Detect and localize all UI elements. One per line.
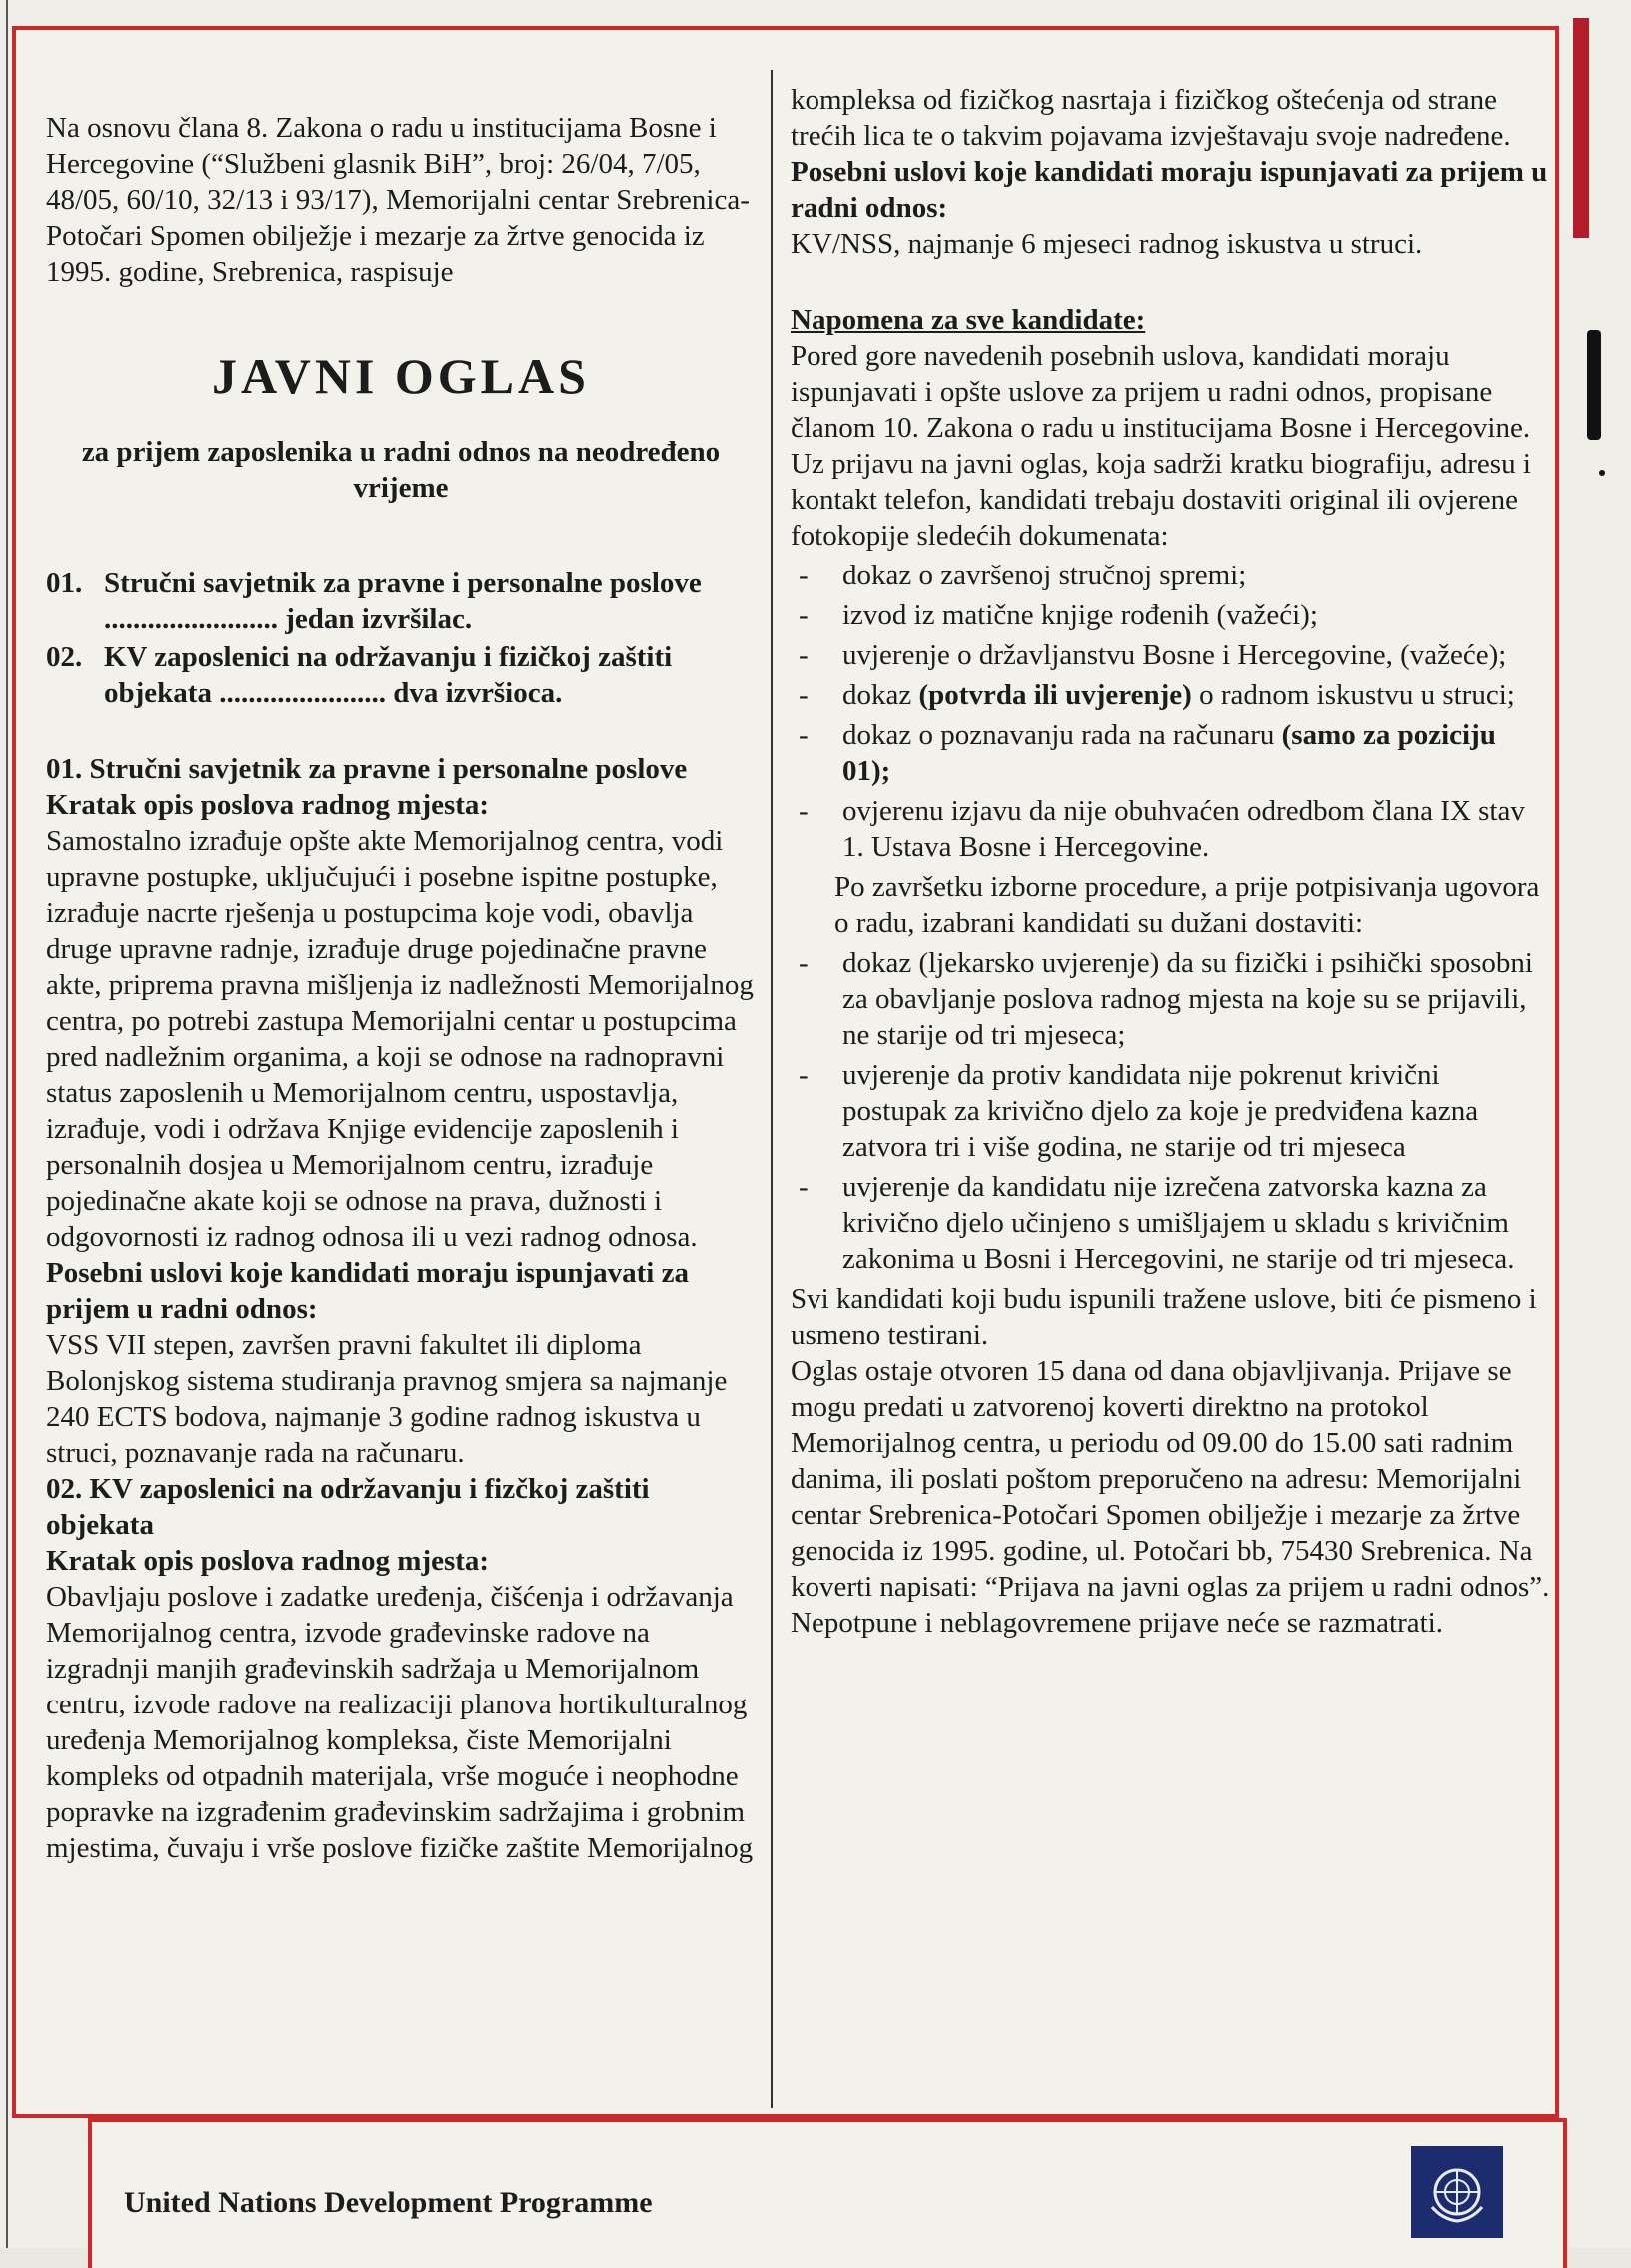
intro-paragraph: Na osnovu člana 8. Zakona o radu u institucijama Bosne i Hercegovine (“Službeni glasnik BiH”, broj: 26/04, 7/05, 48/05, 60/10, 32/13 i 93/17), Memorijalni centar Srebrenica-Potočari Spomen obilježje i mezarje za žrtve genocida iz 1995. godine, Srebrenica, raspisuje <box>46 112 750 288</box>
list-item: - uvjerenje da protiv kandidata nije pokrenut krivični postupak za krivično djelo za koje je predviđena kazna zatvora tri i više godina, ne starije od tri mjeseca <box>799 1059 1479 1163</box>
position-text: KV zaposlenici na održavanju i fizičkoj zaštiti objekata ....................... dva izvršioca. <box>104 641 673 709</box>
position-number: 01. <box>46 567 83 599</box>
list-item: - dokaz o završenoj stručnoj spremi; <box>799 560 1247 591</box>
pos1-requirements: VSS VII stepen, završen pravni fakultet ili diploma Bolonjskog sistema studiranja pravnog smjera sa najmanje 240 ECTS bodova, najmanje 3 godine radnog iskustva u struci, poznavanje rada na računaru. <box>46 1329 728 1469</box>
position-text: Stručni savjetnik za pravne i personalne poslove ........................ jedan izvršilac. <box>104 567 702 635</box>
position-count: dva izvršioca. <box>393 677 563 709</box>
required-documents-list <box>791 558 1550 865</box>
ad-subtitle: za prijem zaposlenika u radni odnos na neodređeno vrijeme <box>81 436 721 504</box>
left-column <box>46 110 756 1866</box>
position-count: jedan izvršilac. <box>285 603 473 635</box>
list-item: - dokaz (potvrda ili uvjerenje) o radnom iskustvu u struci; <box>799 679 1515 711</box>
testing-note: Svi kandidati koji budu ispunili tražene uslove, biti će pismeno i usmeno testirani. <box>791 1283 1537 1351</box>
general-notes-heading: Napomena za sve kandidate: <box>791 304 1146 336</box>
job-ad-frame <box>12 26 1559 2118</box>
position-number: 02. <box>46 641 83 673</box>
ad-title: JAVNI OGLAS <box>212 348 590 404</box>
right-column <box>791 82 1550 1641</box>
list-item: - dokaz o poznavanju rada na računaru (samo za poziciju 01); <box>799 719 1496 787</box>
general-conditions: Pored gore navedenih posebnih uslova, kandidati moraju ispunjavati i opšte uslove za prijem u radni odnos, propisane članom 10. Zakona o radu u institucijama Bosne i Hercegovine. <box>791 340 1531 444</box>
list-item: - uvjerenje o državljanstvu Bosne i Hercegovine, (važeće); <box>799 639 1507 671</box>
incomplete-applications-note: Nepotpune i neblagovremene prijave neće se razmatrati. <box>791 1607 1443 1639</box>
un-emblem-icon <box>1411 2146 1503 2238</box>
pos2-heading: 02. KV zaposlenici na održavanju i fizčkoj zaštiti objekata <box>46 1473 650 1541</box>
adjacent-ad-dot <box>1599 470 1605 476</box>
position-entry-2 <box>46 639 756 711</box>
pos1-desc-label: Kratak opis poslova radnog mjesta: <box>46 789 490 821</box>
adjacent-ad-red-strip <box>1573 18 1589 238</box>
post-selection-intro: Po završetku izborne procedure, a prije potpisivanja ugovora o radu, izabrani kandidati su dužani dostaviti: <box>834 871 1540 939</box>
pos2-desc-label: Kratak opis poslova radnog mjesta: <box>46 1545 490 1577</box>
pos2-requirements: KV/NSS, najmanje 6 mjeseci radnog iskustva u struci. <box>791 228 1423 260</box>
list-item: - uvjerenje da kandidatu nije izrečena zatvorska kazna za krivično djelo učinjeno s umišljajem u skladu s krivičnim zakonima u Bosni i Hercegovini, ne starije od tri mjeseca. <box>799 1171 1515 1275</box>
column-divider <box>771 70 773 2108</box>
post-selection-documents-list <box>791 945 1550 1277</box>
application-documents-intro: Uz prijavu na javni oglas, koja sadrži kratku biografiju, adresu i kontakt telefon, kandidati trebaju dostaviti original ili ovjerene fotokopije sledećih dokumenata: <box>791 448 1531 552</box>
position-name: Stručni savjetnik za pravne i personalne poslove <box>104 567 702 599</box>
list-item: - ovjerenu izjavu da nije obuhvaćen odredbom člana IX stav 1. Ustava Bosne i Hercegovine. <box>799 795 1525 863</box>
adjacent-ad-black-mark <box>1587 330 1601 440</box>
list-item: - dokaz (ljekarsko uvjerenje) da su fizički i psihički sposobni za obavljanje poslova radnog mjesta na koje su se prijavili, ne starije od tri mjeseca; <box>799 947 1533 1051</box>
next-ad-org-name: United Nations Development Programme <box>124 2186 653 2219</box>
position-entry-1 <box>46 566 756 637</box>
pos2-description-part1: Obavljaju poslove i zadatke uređenja, čišćenja i održavanja Memorijalnog centra, izvode građevinske radove na izgradnji manjih građevinskih sadržaja u Memorijalnom centru, izvode radove na realizaciji planova hortikulturalnog uređenja Memorijalnog kompleksa, čiste Memorijalni kompleks od otpadnih materijala, vrše moguće i neophodne popravke na izgrađenim građevinskim sadržajima i grobnim mjestima, čuvaju i vrše poslove fizičke zaštite Memorijalnog <box>46 1581 754 1864</box>
position-name: KV zaposlenici na održavanju i fizičkoj zaštiti objekata <box>104 641 673 709</box>
submission-instructions: Oglas ostaje otvoren 15 dana od dana objavljivanja. Prijave se mogu predati u zatvorenoj koverti direktno na protokol Memorijalnog centra, u periodu od 09.00 do 15.00 sati radnim danima, ili poslati poštom preporučeno na adresu: Memorijalni centar Srebrenica-Potočari Spomen obilježje i mezarje za žrtve genocida iz 1995. godine, ul. Potočari bb, 75430 Srebrenica. Na koverti napisati: “Prijava na javni oglas za prijem u radni odnos”. <box>791 1355 1550 1603</box>
pos1-description: Samostalno izrađuje opšte akte Memorijalnog centra, vodi upravne postupke, uključujući i posebne ispitne postupke, izrađuje nacrte rješenja u postupcima koje vodi, obavlja druge upravne radnje, izrađuje druge pojedinačne pravne akte, priprema pravna mišljenja iz nadležnosti Memorijalnog centra, po potrebi zastupa Memorijalni centar u postupcima pred nadležnim organima, a koji se odnose na radnopravni status zaposlenih u Memorijalnom centru, uspostavlja, izrađuje, vodi i održava Knjige evidencije zaposlenih i personalnih dosjea u Memorijalnom centru, izrađuje pojedinačne akate koji se odnose na prava, dužnosti i odgovornosti iz radnog odnosa ili u vezi radnog odnosa. <box>46 825 754 1253</box>
pos1-heading: 01. Stručni savjetnik za pravne i personalne poslove <box>46 753 688 785</box>
pos2-description-part2: kompleksa od fizičkog nasrtaja i fizičkog oštećenja od strane trećih lica te o takvim pojavama izvještavaju svoje nadređene. <box>791 84 1511 152</box>
pos2-requirements-label: Posebni uslovi koje kandidati moraju ispunjavati za prijem u radni odnos: <box>791 156 1548 224</box>
pos1-requirements-label: Posebni uslovi koje kandidati moraju ispunjavati za prijem u radni odnos: <box>46 1257 689 1325</box>
page-edge-rule <box>6 0 8 2248</box>
list-item: - izvod iz matične knjige rođenih (važeći); <box>799 599 1318 631</box>
